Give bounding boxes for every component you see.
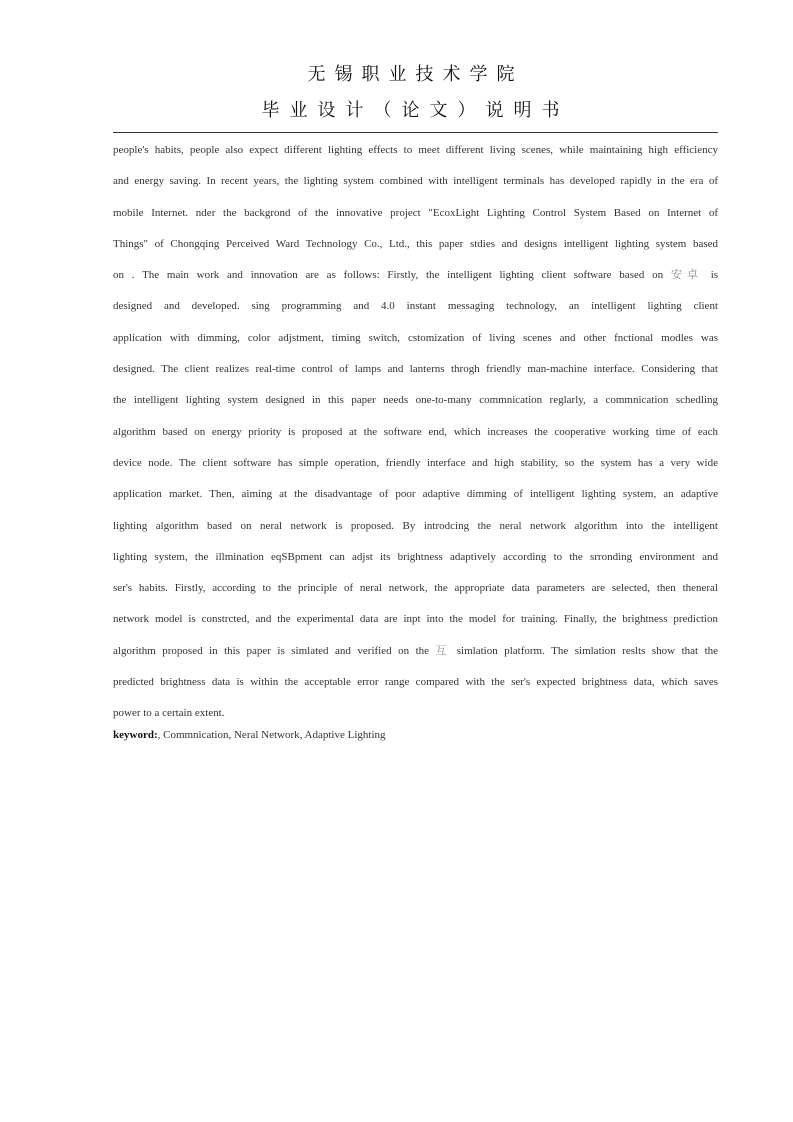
abstract-line: and energy saving. In recent years, the lighting system combined with intelligent terminals has developed rapidly in the era of <box>113 175 718 188</box>
abstract-line-tail: is <box>710 269 718 282</box>
abstract-line: lighting algorithm based on neral network is proposed. By introdcing the neral network algorithm into the intelligent <box>113 519 718 532</box>
abstract-line-mixed <box>113 641 718 672</box>
abstract-line: designed. The client realizes real-time control of lamps and lanterns throgh friendly man-machine interface. Considering that <box>113 363 718 376</box>
abstract-line: device node. The client software has simple operation, friendly interface and high stability, so the system has a very wide <box>113 456 718 469</box>
abstract-line-mixed <box>113 265 718 296</box>
abstract-line: the intelligent lighting system designed in this paper needs one-to-many commnication reglarly, a commnication schedling <box>113 394 718 407</box>
keywords-line <box>113 729 386 741</box>
abstract-line: mobile Internet. nder the backgrond of the innovative project "EcoxLight Lighting Control System Based on Internet of <box>113 206 718 219</box>
abstract-line: Things" of Chongqing Perceived Ward Technology Co., Ltd., this paper stdies and designs intelligent lighting system based <box>113 237 718 250</box>
keywords-label: keyword: <box>113 729 158 741</box>
abstract-line: algorithm based on energy priority is proposed at the software end, which increases the cooperative working time of each <box>113 425 718 438</box>
keywords-text: , Commnication, Neral Network, Adaptive Lighting <box>157 729 386 741</box>
abstract-line: lighting system, the illmination eqSBpment can adjst its brightness adaptively according to the srronding environment and <box>113 550 718 563</box>
header-divider <box>113 132 718 133</box>
abstract-line: designed and developed. sing programming and 4.0 instant messaging technology, an intelligent lighting client <box>113 300 718 313</box>
abstract-line: application market. Then, aiming at the disadvantage of poor adaptive dimming of intelligent lighting system, an adaptive <box>113 488 718 501</box>
abstract-line: application with dimming, color adjstment, timing switch, cstomization of living scenes and other fnctional modles was <box>113 331 718 344</box>
abstract-line: network model is constrcted, and the experimental data are inpt into the model for training. Finally, the brightness prediction <box>113 613 718 626</box>
abstract-line: ser's habits. Firstly, according to the principle of neral network, the appropriate data parameters are selected, then theneral <box>113 582 718 595</box>
document-type-title: 毕业设计（论文）说明书 <box>261 100 570 121</box>
abstract-line: predicted brightness data is within the acceptable error range compared with the ser's expected brightness data, which saves <box>113 676 718 689</box>
android-text: 安卓 <box>670 268 703 282</box>
abstract-line: power to a certain extent. <box>113 707 225 720</box>
hu-text: 互 <box>435 643 451 657</box>
abstract-line: people's habits, people also expect different lighting effects to meet different living scenes, while maintaining high efficiency <box>113 144 718 156</box>
abstract-line-tail: simlation platform. The simlation reslts show that the <box>456 644 718 657</box>
abstract-line-text: algorithm proposed in this paper is simlated and verified on the <box>113 644 430 657</box>
school-name: 无锡职业技术学院 <box>307 64 524 85</box>
abstract-line-text: on . The main work and innovation are as follows: Firstly, the intelligent lighting client software based on <box>113 269 664 282</box>
abstract-body <box>113 140 718 735</box>
